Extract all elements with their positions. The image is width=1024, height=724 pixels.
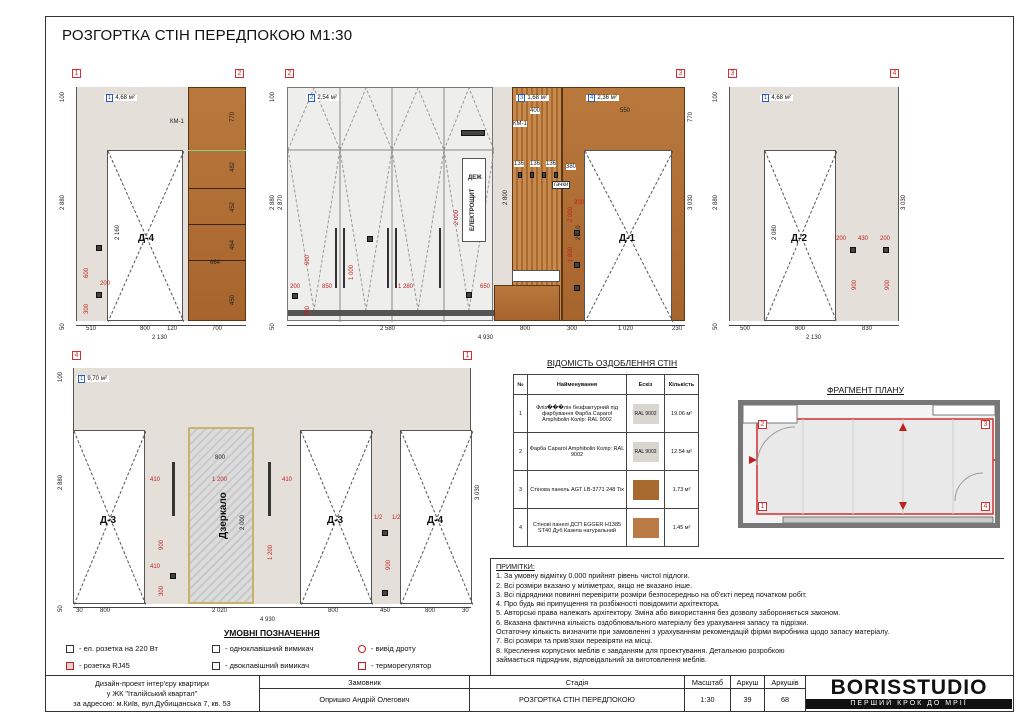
door-d3b: [300, 430, 372, 604]
dim-400: 400: [530, 108, 541, 114]
socket-icon: [883, 247, 889, 253]
dim-seg: 1 020: [618, 326, 634, 332]
single-switch-icon: [212, 645, 220, 653]
finish-name: Стінові панелі ДСП EGGER H1385 ST40 Дуб Казела натуральний: [528, 509, 627, 547]
project-line: у ЖК "Італійський квартал": [106, 689, 198, 698]
client-cell: [260, 676, 470, 712]
sheet-header: Аркуш: [731, 676, 764, 689]
floor-plan: [738, 400, 1000, 528]
door-label: Д-4: [427, 515, 444, 526]
finish-sketch: [627, 509, 665, 547]
door-label: Д-3: [100, 515, 117, 526]
dim-seg: 230: [672, 326, 683, 332]
dim-seg: 2 580: [380, 326, 396, 332]
dim-socket: 200: [100, 281, 111, 287]
plan-tag: 3: [981, 420, 990, 429]
legend-item: - вивід дроту: [358, 644, 416, 653]
dim-socket: 900: [885, 279, 891, 290]
sheet-title: РОЗГОРТКА СТІН ПЕРЕДПОКОЮ М1:30: [62, 27, 353, 44]
finish-num: 2: [514, 433, 528, 471]
dim-1000: 1 000: [349, 264, 355, 280]
dim-410: 410: [150, 477, 161, 483]
note-item: 7. Всі розміри та прив'язки перевіряти на місці.: [496, 636, 653, 646]
dim-seg: 800: [425, 608, 436, 614]
dim-seg: 800: [520, 326, 531, 332]
dim-380: 380: [566, 164, 577, 170]
dim-floor: 50: [713, 323, 719, 330]
socket-icon: [96, 245, 102, 251]
dim-height2: 2 870: [278, 194, 284, 210]
dim-550: 550: [620, 108, 631, 114]
dezh-label: ДЕЖ: [468, 175, 482, 181]
dim-300: 300: [159, 585, 165, 596]
finish-table: [513, 374, 699, 547]
dim-650: 650: [480, 284, 491, 290]
dim-seg: 800: [140, 326, 151, 332]
dim-200: 200: [290, 284, 301, 290]
dim-height: 2 880: [270, 194, 276, 210]
wall-area: 2 2,54 м²: [306, 95, 339, 101]
finish-num: 3: [514, 471, 528, 509]
shelf-line: [188, 188, 246, 189]
stage-header: Стадія: [470, 676, 684, 689]
dim-2110: 2 110: [576, 225, 582, 240]
wall-tag-left: 1: [72, 69, 81, 78]
mirror-label: Дзеркало: [218, 492, 229, 539]
socket-icon: [466, 292, 472, 298]
dim-floor: 50: [60, 323, 66, 330]
door-d3a: [73, 430, 145, 604]
dim-800: 800: [215, 455, 226, 461]
finish-row: [514, 471, 699, 509]
project-info: [45, 676, 260, 712]
brand-tagline: ПЕРШИЙ КРОК ДО МРІЇ: [806, 699, 1012, 709]
socket-icon: [574, 262, 580, 268]
note-item: 2. Всі розміри вказано у міліметрах, якщо не вказано інше.: [496, 580, 692, 590]
col-header: №: [514, 375, 528, 395]
plan-title: ФРАГМЕНТ ПЛАНУ: [827, 385, 904, 395]
dim-136: 136: [514, 161, 525, 167]
scale-header: Масштаб: [685, 676, 730, 689]
sheet-value: 39: [743, 695, 752, 704]
dim-seg: 800: [795, 326, 806, 332]
note-item: займається підрядник, відповідальний за виготовлення меблів.: [496, 654, 707, 664]
dim-seg: 30: [76, 608, 83, 614]
dim-top: 430: [858, 236, 869, 242]
finish-num: 4: [514, 509, 528, 547]
sheets-header: Аркушів: [765, 676, 805, 689]
handle-bar: [268, 462, 271, 516]
wall-tag-right: 1: [463, 351, 472, 360]
dim-socket: 600: [84, 267, 90, 278]
dim-total: 4 930: [260, 617, 276, 623]
door-label: Д-1: [619, 233, 636, 244]
dim-top: 200: [836, 236, 847, 242]
socket-icon: [292, 293, 298, 299]
dim-line: [73, 607, 471, 608]
finish-sketch: [627, 433, 665, 471]
sheet-cell: [731, 676, 765, 712]
note-item: 8. Креслення корпусних меблів є завданням для проектування. Детальною розробкою: [496, 645, 785, 655]
hook-icon: [542, 172, 546, 178]
dim-half: 1/2: [392, 515, 401, 521]
socket-icon: [382, 530, 388, 536]
socket-icon: [367, 236, 373, 242]
note-item: 4. Про будь які припущення та розбіжності повідомити архітектора.: [496, 599, 720, 609]
dim-seg: 800: [100, 608, 111, 614]
handle-bar: [172, 462, 175, 516]
dim-total: 4 930: [478, 335, 494, 341]
stage-cell: [470, 676, 685, 712]
shelf-line: [188, 224, 246, 225]
dim-seg: 510: [86, 326, 97, 332]
hook-icon: [518, 172, 522, 178]
door-label: Д-3: [327, 515, 344, 526]
door-d1: [584, 150, 672, 321]
km-label: КМ-1: [170, 119, 184, 125]
dim-900: 900: [159, 539, 165, 550]
finish-qty: 12.54 м²: [665, 433, 699, 471]
dim-shelf: 770: [230, 111, 236, 122]
dim-seg: 2 020: [212, 608, 228, 614]
socket-icon: [574, 285, 580, 291]
finish-swatch: [633, 518, 659, 538]
notes-list: [496, 571, 999, 664]
dim-total: 2 130: [806, 335, 822, 341]
note-item: 5. Авторські права належать архітектору. Зміна або використання без дозволу забороняється законом.: [496, 608, 841, 618]
finish-swatch: RAL 9002: [633, 442, 659, 462]
dim-410: 410: [282, 477, 293, 483]
scale-cell: [685, 676, 731, 712]
wall-tag-left: 2: [285, 69, 294, 78]
km-label: КМ-1: [513, 121, 527, 127]
finish-num: 1: [514, 395, 528, 433]
finish-name: Стінова панель AGT LB-3771 248 Тік: [528, 471, 627, 509]
note-item: 1. За умовну відмітку 0.000 прийнят рівень чистої підлоги.: [496, 571, 690, 581]
elshchit-label: ЕЛЕКТРОЩИТ: [470, 188, 476, 231]
bench: [494, 285, 560, 321]
dim-1800: 1 800: [568, 246, 574, 262]
dim-seg: 300: [567, 326, 578, 332]
dim-770: 770: [688, 111, 694, 122]
dim-2000b: 2 000: [568, 206, 574, 222]
client-name: Опришко Андрій Олегович: [319, 695, 410, 704]
dim-door-height: 2 080: [772, 224, 778, 240]
dim-line: [729, 325, 899, 326]
socket-icon: [170, 573, 176, 579]
double-switch-icon: [212, 662, 220, 670]
dim-seg: 450: [380, 608, 391, 614]
brand-name: BORISSTUDIO: [830, 676, 988, 699]
door-label: Д-4: [138, 233, 155, 244]
dim-shelf: 452: [230, 201, 236, 212]
dim-socket: 900: [852, 279, 858, 290]
finish-qty: 19.06 м²: [665, 395, 699, 433]
wall-area: 1 4,68 м²: [104, 95, 137, 101]
dim-1200b: 1 200: [268, 544, 274, 560]
plan-tag: 2: [758, 420, 767, 429]
dim-right: 3 030: [475, 484, 481, 500]
note-item: 6. Вказана фактична кількість оздоблювального матеріалу без урахування запасу та підрізки.: [496, 617, 809, 627]
dim-top: 100: [270, 91, 276, 102]
electrical-panel: [462, 158, 486, 242]
finish-row: [514, 395, 699, 433]
dim-2800: 2 800: [503, 189, 509, 205]
stage-value: РОЗГОРТКА СТІН ПЕРЕДПОКОЮ: [519, 695, 635, 704]
dim-900: 900: [305, 254, 311, 265]
finish-sketch: [627, 395, 665, 433]
finish-sketch: [627, 471, 665, 509]
dim-seg: 30: [462, 608, 469, 614]
legend-item: - терморегулятор: [358, 661, 431, 670]
note-item: 3. Всі підрядники повинні перевірити розміри безпосередньо на об'єкті перед початком робіт.: [496, 589, 807, 599]
notes-title: ПРИМІТКИ:: [496, 562, 535, 571]
wall-tag-left: 4: [72, 351, 81, 360]
wall-area: 1 9,70 м²: [76, 376, 109, 382]
rj45-icon: [66, 662, 74, 670]
door-label: Д-2: [791, 233, 808, 244]
finish-row: [514, 509, 699, 547]
dim-2000: 2 000: [240, 514, 246, 530]
project-line: за адресою: м.Київ, вул.Дубищанська 7, кв. 53: [73, 699, 231, 708]
bench-cushion: [512, 270, 560, 282]
wall-tag-right: 2: [235, 69, 244, 78]
wall-area: 4 2,36 м²: [586, 95, 619, 101]
dim-floor: 50: [58, 605, 64, 612]
door-d4b: [400, 430, 472, 604]
dim-136: 136: [530, 161, 541, 167]
dim-door-height: 2 160: [115, 224, 121, 240]
hooks-label: гачки: [554, 182, 569, 188]
dim-shelf-width: 664: [210, 260, 221, 266]
dim-socket: 300: [84, 303, 90, 314]
dim-floor: 50: [270, 323, 276, 330]
wire-outlet-icon: [358, 645, 366, 653]
finish-table-title: ВІДОМІСТЬ ОЗДОБЛЕННЯ СТІН: [547, 358, 678, 368]
dim-200b: 200: [574, 200, 585, 206]
plan-tag: 4: [981, 502, 990, 511]
wall-tag-right: 4: [890, 69, 899, 78]
dim-seg: 800: [328, 608, 339, 614]
dim-1200: 1 200: [212, 477, 228, 483]
dim-half: 1/2: [374, 515, 383, 521]
dim-300: 300: [305, 305, 311, 316]
socket-icon: [96, 292, 102, 298]
dim-top: 200: [880, 236, 891, 242]
dim-2000: 2 000: [454, 209, 460, 225]
sheets-cell: [765, 676, 806, 712]
finish-row: [514, 433, 699, 471]
col-header: Найменування: [528, 375, 627, 395]
dim-height: 2 880: [58, 474, 64, 490]
note-item: Остаточну кількість визначити при замовленні з урахуванням рекомендацій фірми виробника щодо запасу матеріалу.: [496, 627, 890, 637]
dim-shelf: 482: [230, 161, 236, 172]
col-header: Ескіз: [627, 375, 665, 395]
brand-logo: [806, 677, 1012, 710]
finish-name: Фарба Caparol Amphibolin Колір: RAL 9002: [528, 433, 627, 471]
dim-height: 2 880: [60, 194, 66, 210]
dim-seg: 700: [212, 326, 223, 332]
socket-icon: [66, 645, 74, 653]
dim-410c: 410: [150, 564, 161, 570]
dim-shelf: 464: [230, 239, 236, 250]
wall-area: 3 1,68 м²: [516, 95, 549, 101]
dim-seg: 830: [862, 326, 873, 332]
finish-swatch: [633, 480, 659, 500]
wood-wardrobe: [188, 87, 246, 321]
legend-item: - розетка RJ45: [66, 661, 130, 670]
dim-seg: 500: [740, 326, 751, 332]
thermostat-icon: [358, 662, 366, 670]
socket-icon: [850, 247, 856, 253]
switch-block-icon: [461, 130, 485, 136]
wall-area: 1 4,68 м²: [760, 95, 793, 101]
sheets-value: 68: [780, 695, 790, 704]
wall-tag-left: 3: [728, 69, 737, 78]
dim-height: 2 880: [713, 194, 719, 210]
hook-icon: [554, 172, 558, 178]
dim-1280: 1 280: [398, 284, 414, 290]
dim-top-h: 100: [713, 91, 719, 102]
dim-top: 100: [60, 91, 66, 102]
plan-tag: 1: [758, 502, 767, 511]
finish-qty: 1.73 м²: [665, 471, 699, 509]
finish-name: Фліз���лін безфактурний під фарбування Фарба Caparol Amphibolin Колір: RAL 9002: [528, 395, 627, 433]
hook-icon: [530, 172, 534, 178]
finish-qty: 1.45 м²: [665, 509, 699, 547]
dim-shelf: 450: [230, 294, 236, 305]
dim-top: 100: [58, 371, 64, 382]
dim-850: 850: [322, 284, 333, 290]
scale-value: 1:30: [700, 695, 715, 704]
legend-item: - двоклавішний вимикач: [212, 661, 309, 670]
finish-swatch: RAL 9002: [633, 404, 659, 424]
shelf-line: [188, 150, 246, 151]
dim-900b: 900: [386, 559, 392, 570]
dim-seg: 120: [167, 326, 178, 332]
legend-item: - одноклавішний вимикач: [212, 644, 313, 653]
socket-icon: [382, 590, 388, 596]
dim-136: 136: [546, 161, 557, 167]
dim-total: 2 130: [152, 335, 168, 341]
client-header: Замовник: [260, 676, 469, 689]
legend-title: УМОВНІ ПОЗНАЧЕННЯ: [224, 628, 320, 638]
wall-tag-right: 3: [676, 69, 685, 78]
legend-item: - ел. розетка на 220 Вт: [66, 644, 158, 653]
dim-right: 3 030: [688, 194, 694, 210]
notes-panel: [490, 558, 1004, 675]
dim-right: 3 030: [901, 194, 907, 210]
col-header: Кількість: [665, 375, 699, 395]
project-line: Дизайн-проект інтер'єру квартири: [94, 679, 210, 688]
